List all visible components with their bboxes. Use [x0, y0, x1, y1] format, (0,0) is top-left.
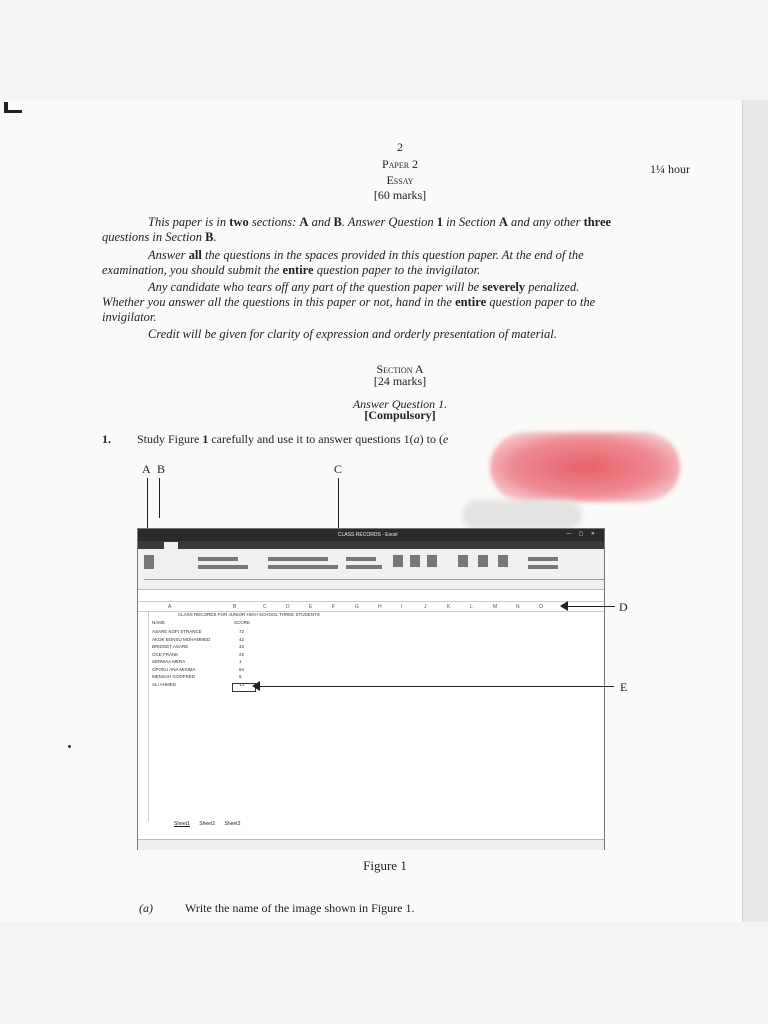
figure-caption: Figure 1: [363, 858, 407, 873]
column-header: C: [263, 604, 267, 610]
column-headers: [138, 603, 604, 612]
paper-label: Paper 2: [381, 157, 419, 171]
subject-label: Essay: [386, 173, 414, 187]
text: Whether you answer all the questions in this paper or not, hand in the: [102, 295, 456, 309]
student-name: BRIDGET ASARE: [152, 644, 189, 649]
student-score: 64: [239, 666, 245, 672]
arrow-d-head: [560, 601, 568, 611]
label-e: E: [620, 680, 628, 694]
row-headers: [138, 611, 149, 821]
formula-bar[interactable]: [138, 591, 604, 602]
arrow-e-line: [258, 686, 614, 687]
text: Study Figure: [137, 432, 203, 446]
instruction-1: [102, 215, 682, 245]
page-number: 2: [397, 140, 403, 154]
text: e: [442, 432, 449, 446]
student-name: SERWAA MERA: [152, 659, 186, 664]
column-header: H: [378, 604, 382, 610]
student-score: 72: [239, 629, 245, 634]
text: A: [498, 215, 508, 229]
instruction-3: [102, 280, 682, 325]
column-header: D: [286, 604, 290, 610]
text: ) to (: [419, 432, 443, 446]
dot-mark: [68, 745, 71, 748]
student-score: 22: [239, 651, 245, 657]
label-b: B: [157, 462, 166, 476]
compulsory-label: [Compulsory]: [364, 408, 436, 422]
text: penalized.: [525, 280, 580, 294]
sheet-title: CLASS RECORDS FOR JUNIOR HIGH SCHOOL THREE STUDENTS: [178, 612, 320, 617]
column-header: J: [424, 604, 427, 610]
text: question paper to the: [486, 295, 596, 309]
section-title: Section A: [376, 362, 424, 376]
column-header: O: [539, 604, 543, 610]
instruction-2: [102, 248, 682, 278]
text: the questions in the spaces provided in this question paper. At the end of the: [201, 248, 584, 262]
text: Answer: [148, 248, 189, 262]
subquestion-text: Write the name of the image shown in Figure 1.: [185, 901, 415, 915]
text: 1: [436, 215, 443, 229]
student-name: OCE FRANK: [152, 651, 179, 657]
sheet-tab[interactable]: Sheet3: [224, 821, 241, 827]
text: severely: [482, 280, 526, 294]
text: This paper is in: [148, 215, 230, 229]
text: invigilator.: [102, 310, 157, 324]
student-name: AKOK BONSU MOHAMMED: [152, 636, 211, 642]
window-controls: — ▢ ✕: [566, 531, 598, 537]
column-header: P: [562, 604, 566, 610]
column-header: M: [493, 604, 498, 610]
text: .: [213, 230, 217, 244]
student-scores: [239, 628, 244, 688]
column-header: B: [233, 604, 237, 610]
redaction-blur: [490, 432, 680, 502]
title-bar: [138, 529, 604, 541]
text: . Answer Question: [341, 215, 437, 229]
column-header: E: [309, 604, 313, 610]
question-text: [137, 432, 448, 447]
column-header: K: [447, 604, 451, 610]
corner-mark: [4, 102, 22, 113]
sheet-tabs: [174, 821, 240, 827]
column-header: L: [470, 604, 473, 610]
text: B: [333, 215, 342, 229]
student-name: MENSAH GODFRED: [152, 674, 196, 679]
text: two: [229, 215, 249, 229]
text: B: [205, 230, 214, 244]
student-name: ALI AHMED: [152, 681, 177, 687]
student-score: 33: [239, 644, 245, 649]
column-header: G: [355, 604, 359, 610]
student-score: 42: [239, 636, 245, 642]
header-score: SCORE: [234, 620, 251, 625]
duration: 1¼ hour: [650, 162, 690, 176]
window-title: CLASS RECORDS - Excel: [338, 532, 398, 538]
text: questions in Section: [102, 230, 206, 244]
sheet-tab[interactable]: Sheet2: [199, 821, 216, 827]
column-header: N: [516, 604, 520, 610]
ribbon-toolbar: [138, 549, 604, 590]
label-d: D: [619, 600, 628, 614]
column-header: A: [168, 604, 172, 610]
arrow-e-head: [252, 681, 260, 691]
student-names: [152, 628, 210, 688]
text: 1: [202, 432, 209, 446]
text: A: [299, 215, 309, 229]
student-name: OPOKU ANA MISIMA: [152, 666, 196, 672]
text: Any candidate who tears off any part of the question paper will be: [148, 280, 483, 294]
smudge: [462, 500, 582, 530]
total-marks: [60 marks]: [373, 188, 427, 202]
student-score: 5: [239, 674, 242, 679]
sheet-tab[interactable]: Sheet1: [174, 821, 190, 827]
text: entire: [282, 263, 314, 277]
text: entire: [455, 295, 487, 309]
arrow-c-line: [338, 478, 339, 528]
student-name: ASARE KOFI STRANCE: [152, 629, 202, 634]
column-header: F: [332, 604, 336, 610]
answer-instruction: Answer Question 1.: [352, 397, 448, 411]
page-edge: [742, 100, 768, 922]
student-score: 1: [239, 659, 242, 664]
text: examination, you should submit the: [102, 263, 283, 277]
home-tab: [164, 542, 178, 549]
ribbon-icons: [138, 549, 604, 589]
label-c: C: [334, 462, 343, 476]
label-a: A: [142, 462, 151, 476]
question-number: 1.: [102, 432, 111, 446]
student-score: 14: [239, 681, 245, 687]
text: and: [308, 215, 334, 229]
text: a: [413, 432, 420, 446]
text: all: [188, 248, 202, 262]
text: question paper to the invigilator.: [313, 263, 481, 277]
subquestion-label: (a): [139, 901, 153, 915]
figure-spreadsheet: [137, 528, 605, 850]
status-bar: [138, 839, 604, 850]
arrow-d-line: [565, 606, 615, 607]
header-name: NAME: [152, 620, 166, 625]
ribbon-tabs: [138, 541, 604, 549]
arrow-b-line: [159, 478, 160, 518]
text: and any other: [507, 215, 584, 229]
text: carefully and use it to answer questions 1(: [208, 432, 414, 446]
section-marks: [24 marks]: [373, 374, 427, 388]
text: in Section: [442, 215, 499, 229]
text: sections:: [248, 215, 300, 229]
column-header: I: [401, 604, 403, 610]
text: three: [583, 215, 612, 229]
instruction-4: Credit will be given for clarity of expression and orderly presentation of material.: [148, 327, 557, 341]
